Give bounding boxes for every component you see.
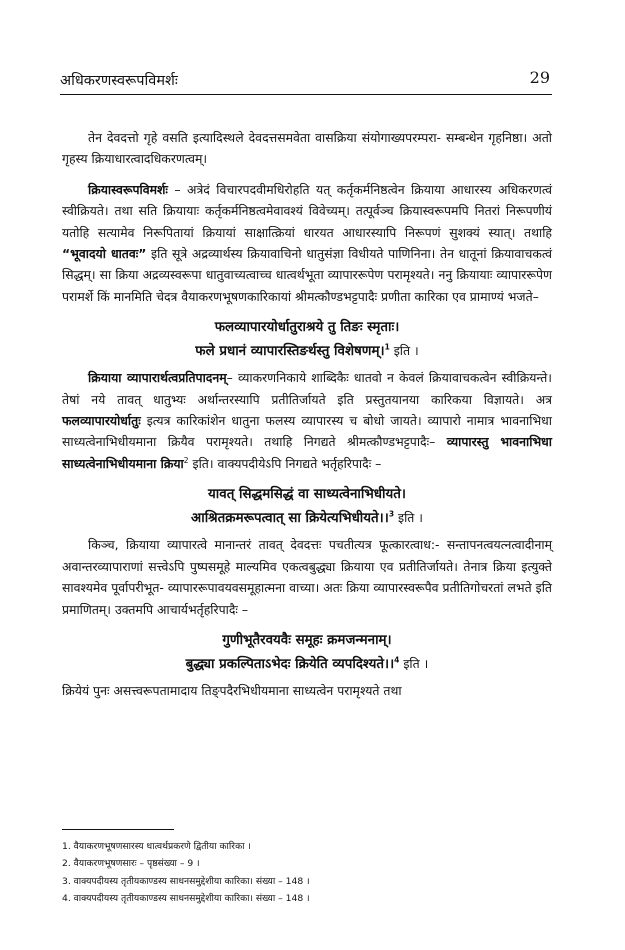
bold-quote: व्यापारस्तु भावनाभिधा साध्यत्वेनाभिधीयमाना क्रिया: [62, 434, 552, 471]
paragraph-3-text-b: इत्यत्र कारिकांशेन धातुना फलस्य व्यापारस्य च बोधो जायते। व्यापारो नामात्र भावनाभिधा साध्यत्वेनाभिधीयमाना क्रियैव परामृश्यते। तथाहि निगद्यते श्रीमत्कौण्डभट्टपादैः–: [62, 413, 552, 450]
paragraph-3-text-a: – व्याकरणनिकाये शाब्दिकैः धातवो न केवलं क्रियावाचकत्वेन स्वीक्रियन्ते। तेषां नये तावत् धातुभ्यः अर्थान्तरस्यापि प्रतीतिर्जायते इति प्रस्तुतयानया कारिकया विज्ञायते। अत्र: [62, 370, 552, 407]
section-heading-vyapara: क्रियाया व्यापारार्थत्वप्रतिपादनम्: [88, 370, 227, 386]
footnote-rule: [62, 829, 174, 830]
paragraph-4: किञ्च, क्रियाया व्यापारत्वे मानान्तरं तावत् देवदत्तः पचतीत्यत्र फूत्कारत्वाध:- सन्तापनत्वयत्नत्वादीनाम् अवान्तरव्यापाराणां सत्त्वेऽपि पुष्पसमूहे माल्यमिव एकत्वबुद्ध्या क्रियाया एव प्रतीतिर्जायते। तेनात्र क्रिया इत्युक्ते सावश्यमेव पूर्वापरीभूत- व्यापाररूपावयवसमूहात्मना वाच्या। अतः क्रिया व्यापारस्वरूपैव प्रतीतिगोचरतां लभते इति प्रमाणितम्। उक्तमपि आचार्यभर्तृहरिपादैः –: [62, 537, 552, 617]
verse-3: [62, 629, 552, 676]
verse-1-line-2: फले प्रधानं व्यापारस्तिङर्थस्तु विशेषणम्।: [195, 344, 385, 360]
verse-2-line-1: यावत् सिद्धमसिद्धं वा साध्यत्वेनाभिधीयते।: [208, 487, 406, 503]
sutra-quote: “भूवादयो धातवः”: [62, 246, 147, 262]
verse-2: [62, 483, 552, 530]
verse-1-line-1: फलव्यापारयोर्धातुराश्रये तु तिङः स्मृताः।: [214, 320, 400, 336]
footnote-ref-3: 3: [388, 509, 395, 519]
verse-3-iti: इति ।: [399, 655, 429, 671]
paragraph-3: [62, 367, 552, 474]
verse-2-iti: इति ।: [394, 510, 423, 526]
footnote-4: 4. वाक्यपदीयस्य तृतीयकाण्डस्य साधनसमुद्देशीया कारिका। संख्या – 148 ।: [62, 893, 310, 905]
keyword-phala-vyapara: फलव्यापारयोर्धातुः: [62, 413, 141, 429]
paragraph-2: [62, 179, 552, 307]
paragraph-5: क्रियेयं पुनः असत्त्वरूपतामादाय तिङ्पदैरभिधीयमाना साध्यत्वेन परामृश्यते तथा: [62, 682, 402, 698]
footnote-ref-1: 1: [384, 342, 390, 352]
verse-3-line-1: गुणीभूतैरवयवैः समूहः क्रमजन्मनाम्।: [222, 632, 392, 648]
footnote-ref-2: 2: [183, 455, 189, 465]
running-title: अधिकरणस्वरूपविमर्शः: [60, 73, 178, 89]
running-header: [60, 68, 552, 95]
section-heading-kriya-svarupa: क्रियास्वरूपविमर्शः: [88, 181, 168, 197]
paragraph-3-text-c: इति। वाक्यपदीयेऽपि निगद्यते भर्तृहरिपादैः –: [188, 455, 382, 471]
paragraph-1: तेन देवदत्तो गृहे वसति इत्यादिस्थले देवदत्तसमवेता वासक्रिया संयोगाख्यपरम्परा- सम्बन्धेन गृहनिष्ठा। अतो गृहस्य क्रियाधारत्वादधिकरणत्वम्।: [62, 130, 552, 167]
footnotes: [62, 838, 552, 908]
verse-1-iti: इति ।: [389, 343, 419, 359]
footnote-1: 1. वैयाकरणभूषणसारस्य धात्वर्थप्रकरणे द्वितीया कारिका ।: [62, 841, 251, 852]
paragraph-2-text-b: इति सूत्रे अद्रव्यार्थस्य क्रियावाचिनो धातुसंज्ञा विधीयते पाणिनिना। तेन धातूनां क्रियावाचकत्वं सिद्धम्। सा क्रिया अद्रव्यस्वरूपा धातुवाच्यत्वाच्च धात्वर्थभूता व्यापाररूपेण परामृश्यते। ननु क्रियायाः व्यापाररूपेण परामर्शे किं मानमिति चेदत्र वैयाकरणभूषणकारिकायां श्रीमत्कौण्डभट्टपादैः प्रणीता कारिका एव प्रामाण्यं भजते–: [62, 246, 553, 304]
verse-3-line-2: बुद्ध्या प्रकल्पिताऽभेदः क्रियेति व्यपदिश्यते।।: [185, 656, 395, 672]
footnote-2: 2. वैयाकरणभूषणसारः – पृष्ठसंख्या – 9 ।: [62, 858, 200, 870]
page-number: 29: [529, 68, 550, 87]
verse-2-line-2: आश्रितक्रमरूपत्वात् सा क्रियेत्यभिधीयते।।: [191, 511, 389, 527]
paragraph-2-text-a: – अत्रेदं विचारपदवीमधिरोहति यत् कर्तृकर्मनिष्ठत्वेन क्रियाया आधारस्य अधिकरणत्वं स्वीक्रियते। तथा सति क्रियायाः कर्तृकर्मनिष्ठत्वमेवावश्यं विवेच्यम्। तत्पूर्वञ्च क्रियास्वरूपमपि नितरां निरूपणीयं यतोहि सत्यामेव निरूपितायां क्रियायां साक्षात्क्रियां धारयत आधारस्यापि निरूपणं सुशक्यं स्यात्। तथाहि: [62, 181, 552, 240]
verse-1: [62, 316, 552, 363]
footnote-3: 3. वाक्यपदीयस्य तृतीयकाण्डस्य साधनसमुद्देशीया कारिका। संख्या – 148 ।: [62, 875, 310, 887]
footnote-ref-4: 4: [394, 655, 400, 665]
main-text: [62, 127, 552, 710]
